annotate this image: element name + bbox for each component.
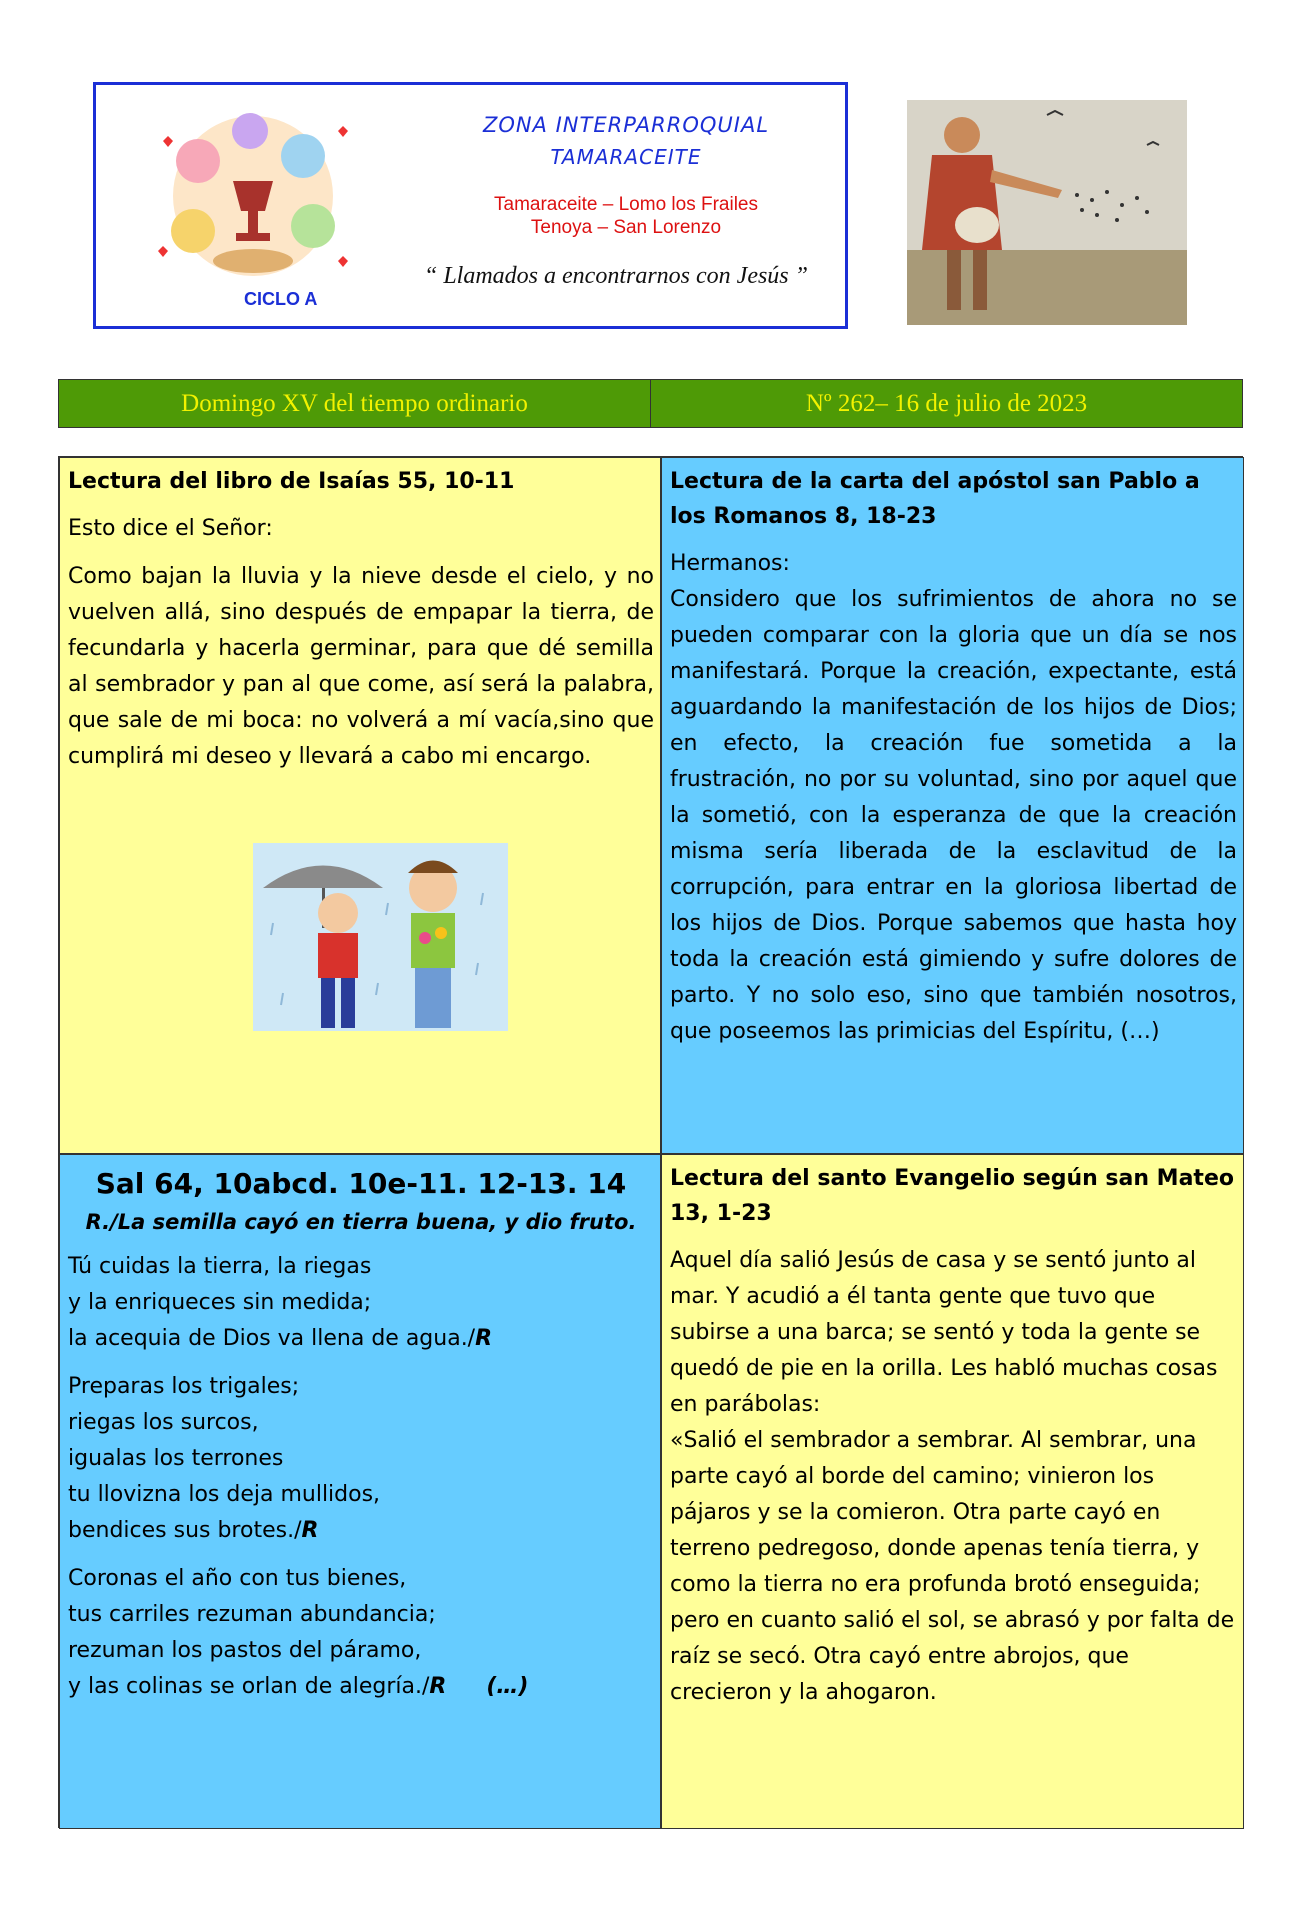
ciclo-label: CICLO A [244, 289, 318, 309]
liturgical-day: Domingo XV del tiempo ordinario [181, 389, 528, 417]
children-in-rain-illustration [253, 843, 508, 1031]
verse-line: Preparas los trigales; [68, 1374, 300, 1399]
verse-line: y la enriqueces sin medida; [68, 1290, 372, 1315]
first-reading-heading: Lectura del libro de Isaías 55, 10-11 [68, 469, 515, 494]
gospel-paragraph-1: Aquel día salió Jesús de casa y se sentó junto al mar. Y acudió a él tanta gente que tuvo que subirse a una barca; se sentó y toda la gente se quedó de pie en la orilla. Les habló muchas cosas en parábolas: [670, 1248, 1218, 1417]
first-reading-intro: Esto dice el Señor: [68, 516, 273, 541]
motto: “ Llamados a encontrarnos con Jesús ” [423, 263, 808, 289]
first-reading-text: Como bajan la lluvia y la nieve desde el cielo, y no vuelven allá, sino después de empapar la tierra, de fecundarla y hacerla germinar, para que dé semilla al sembrador y pan al que come, así será la palabra, que sale de mi boca: no volverá a mí vacía,sino que cumplirá mi deseo y llevará a cabo mi encargo. [68, 564, 654, 769]
gospel-paragraph-2: «Salió el sembrador a sembrar. Al sembrar, una parte cayó al borde del camino; vinieron los pájaros y se la comieron. Otra parte cayó en terreno pedregoso, donde apenas tenía tierra, y como la tierra no era profunda brotó enseguida; pero en cuanto salió el sol, se abrasó y por falta de raíz se secó. Otra cayó entre abrojos, que crecieron y la ahogaron. [670, 1428, 1235, 1705]
second-reading-heading: Lectura de la carta del apóstol san Pablo a los Romanos 8, 18-23 [670, 469, 1200, 529]
first-reading [59, 457, 661, 1154]
verse-line: rezuman los pastos del páramo, [68, 1638, 422, 1663]
verse-line: Coronas el año con tus bienes, [68, 1566, 407, 1591]
verse-line: tu llovizna los deja mullidos, [68, 1482, 381, 1507]
zona-title: ZONA INTERPARROQUIAL [482, 113, 770, 137]
people-around-chalice-illustration [138, 101, 368, 291]
verse-text: bendices sus brotes./ [68, 1518, 302, 1543]
psalm [59, 1154, 661, 1829]
sower-illustration [907, 100, 1187, 325]
verse-line: riegas los surcos, [68, 1410, 259, 1435]
parishes-line-1: Tamaraceite – Lomo los Frailes [494, 194, 758, 215]
verse-line: tus carriles rezuman abundancia; [68, 1602, 436, 1627]
parish-header [93, 82, 848, 329]
psalm-stanza-2 [68, 1369, 654, 1549]
parish-list [436, 193, 816, 239]
issue-date: Nº 262– 16 de julio de 2023 [650, 380, 1242, 427]
second-reading-text: Considero que los sufrimientos de ahora no se pueden comparar con la gloria que un día se nos manifestará. Porque la creación, expectante, está aguardando la manifestación de los hijos de Dios; en efecto, la creación fue sometida a la frustración, no por su voluntad, sino por aquel que la sometió, con la esperanza de que la creación misma sería liberada de la esclavitud de la corrupción, para entrar en la gloriosa libertad de los hijos de Dios. Porque sabemos que hasta hoy toda la creación está gimiendo y sufre dolores de parto. Y no solo eso, sino que también nosotros, que poseemos las primicias del Espíritu, (…) [670, 587, 1237, 1044]
psalm-heading: Sal 64, 10abcd. 10e-11. 12-13. 14 [95, 1167, 627, 1200]
second-reading-intro: Hermanos: [670, 551, 790, 576]
psalm-stanza-3 [68, 1561, 654, 1705]
verse-line: igualas los terrones [68, 1446, 284, 1471]
response-mark: R [429, 1674, 447, 1699]
verse-text: la acequia de Dios va llena de agua./ [68, 1326, 476, 1351]
readings-grid [58, 456, 1243, 1828]
verse-line: Tú cuidas la tierra, la riegas [68, 1254, 372, 1279]
verse-text: y las colinas se orlan de alegría./ [68, 1674, 430, 1699]
verse-line [68, 1513, 654, 1549]
continuation-ellipsis: (…) [486, 1674, 529, 1699]
verse-line [68, 1321, 654, 1357]
second-reading [661, 457, 1244, 1154]
verse-line [68, 1669, 654, 1705]
psalm-response: R./La semilla cayó en tierra buena, y dio fruto. [85, 1210, 637, 1234]
gospel-heading: Lectura del santo Evangelio según san Mateo 13, 1-23 [670, 1166, 1234, 1226]
tamaraceite-title: TAMARACEITE [550, 145, 702, 169]
response-mark: R [301, 1518, 319, 1543]
gospel [661, 1154, 1244, 1829]
parishes-line-2: Tenoya – San Lorenzo [530, 217, 722, 238]
title-bar [58, 379, 1243, 428]
psalm-stanza-1 [68, 1249, 654, 1357]
response-mark: R [475, 1326, 493, 1351]
